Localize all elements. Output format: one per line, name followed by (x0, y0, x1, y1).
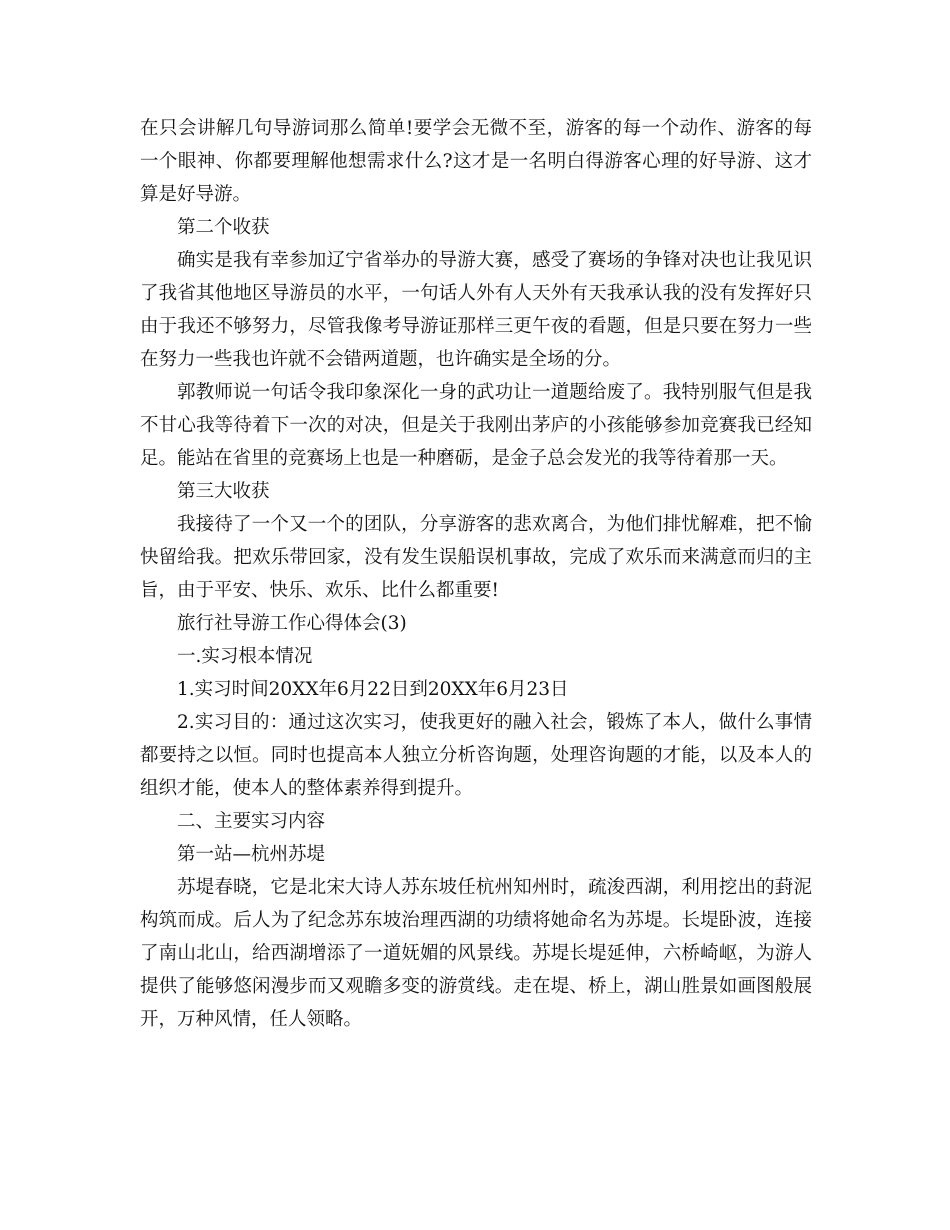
article-title: 旅行社导游工作心得体会(3) (177, 613, 407, 634)
paragraph-internship-purpose: 2.实习目的：通过这次实习，使我更好的融入社会，锻炼了本人，做什么事情都要持之以恒。同时也提高本人独立分析咨询题，处理咨询题的才能，以及本人的组织才能，使本人的整体素养得到提升。 (140, 712, 812, 799)
paragraph-competition: 确实是我有幸参加辽宁省举办的导游大赛，感受了赛场的争锋对决也让我见识了我省其他地区导游员的水平，一句话人外有人天外有天我承认我的没有发挥好只由于我还不够努力，尽管我像考导游证那样三更午夜的看题，但是只要在努力一些在努力一些我也许就不会错两道题，也许确实是全场的分。 (140, 250, 812, 370)
paragraph-teacher-quote: 郭教师说一句话令我印象深化一身的武功让一道题给废了。我特别服气但是我不甘心我等待着下一次的对决，但是关于我刚出茅庐的小孩能够参加竞赛我已经知足。能站在省里的竞赛场上也是一种磨砺，是金子总会发光的我等待着那一天。 (140, 382, 812, 469)
paragraph-su-causeway: 苏堤春晓，它是北宋大诗人苏东坡任杭州知州时，疏浚西湖，利用挖出的葑泥构筑而成。后人为了纪念苏东坡治理西湖的功绩将她命名为苏堤。长堤卧波，连接了南山北山，给西湖增添了一道妩媚的风景线。苏堤长堤延伸，六桥崎岖，为游人提供了能够悠闲漫步而又观瞻多变的游赏线。走在堤、桥上，湖山胜景如画图般展开，万种风情，任人领略。 (140, 877, 812, 1030)
paragraph-intro-continuation: 在只会讲解几句导游词那么简单!要学会无微不至，游客的每一个动作、游客的每一个眼神、你都要理解他想需求什么?这才是一名明白得游客心理的好导游、这才算是好导游。 (140, 118, 812, 205)
section-heading-basic-info: 一.实习根本情况 (177, 646, 313, 667)
section-heading-third-gain: 第三大收获 (177, 481, 270, 502)
section-heading-main-content: 二、主要实习内容 (177, 811, 326, 832)
section-heading-second-gain: 第二个收获 (177, 217, 270, 238)
paragraph-reception: 我接待了一个又一个的团队，分享游客的悲欢离合，为他们排忧解难，把不愉快留给我。把欢乐带回家，没有发生误船误机事故，完成了欢乐而来满意而归的主旨，由于平安、快乐、欢乐、比什么都重要! (140, 514, 812, 601)
internship-time: 1.实习时间20XX年6月22日到20XX年6月23日 (177, 679, 569, 700)
document-page (140, 112, 812, 1036)
subheading-first-stop: 第一站—杭州苏堤 (177, 844, 326, 865)
